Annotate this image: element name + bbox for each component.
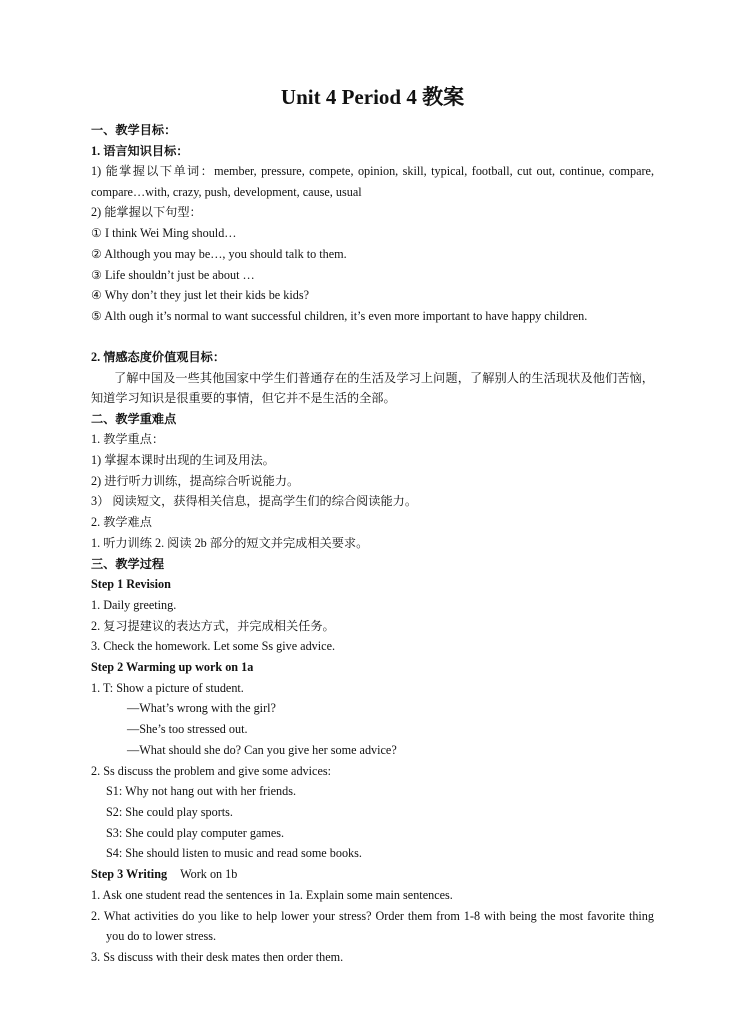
subheading-language-knowledge: 1. 语言知识目标：	[91, 143, 189, 158]
step3-item: 2. What activities do you like to help lower your stress? Order them from 1-8 with being the most favorite thing you do to lower stress.	[91, 908, 654, 944]
step1-item: 2. 复习提建议的表达方式，并完成相关任务。	[91, 618, 335, 633]
dialog-line: —What’s wrong with the girl?	[127, 701, 276, 716]
difficulty-text: 1. 听力训练 2. 阅读 2b 部分的短文并完成相关要求。	[91, 535, 369, 550]
document-page	[91, 82, 654, 967]
section-heading-key-points: 二、教学重难点	[91, 411, 177, 426]
step3-subheading: Work on 1b	[180, 867, 238, 882]
subheading-attitude: 2. 情感态度价值观目标：	[91, 349, 226, 364]
student-response: S1: Why not hang out with her friends.	[106, 784, 297, 799]
step1-item: 3. Check the homework. Let some Ss give advice.	[91, 639, 336, 654]
page-title: Unit 4 Period 4 教案	[280, 85, 465, 109]
pattern-item: ② Although you may be…, you should talk to them.	[91, 246, 347, 261]
key-point-item: 3） 阅读短文，获得相关信息，提高学生们的综合阅读能力。	[91, 494, 418, 509]
dialog-line: —What should she do? Can you give her some advice?	[127, 742, 397, 757]
step3-item: 3. Ss discuss with their desk mates then order them.	[91, 949, 344, 964]
pattern-item: ④ Why don’t they just let their kids be kids?	[91, 288, 309, 303]
section-heading-objectives: 一、教学目标：	[91, 123, 177, 137]
step1-heading: Step 1 Revision	[91, 577, 171, 592]
step3-item: 1. Ask one student read the sentences in 1a. Explain some main sentences.	[91, 887, 453, 902]
step1-item: 1. Daily greeting.	[91, 597, 177, 612]
step3-heading-row	[91, 864, 654, 885]
pattern-item: ③ Life shouldn’t just be about …	[91, 267, 255, 282]
step2-heading: Step 2 Warming up work on 1a	[91, 660, 254, 675]
key-point-item: 1) 掌握本课时出现的生词及用法。	[91, 453, 275, 468]
student-response: S3: She could play computer games.	[106, 825, 285, 840]
step2-item: 1. T: Show a picture of student.	[91, 680, 244, 695]
section-heading-process: 三、教学过程	[91, 556, 165, 571]
student-response: S4: She should listen to music and read some books.	[106, 846, 362, 861]
key-points-heading: 1. 教学重点：	[91, 432, 165, 447]
step2-item: 2. Ss discuss the problem and give some advices:	[91, 763, 331, 778]
dialog-line: —She’s too stressed out.	[127, 722, 248, 737]
vocabulary-paragraph: 1) 能掌握以下单词：member, pressure, compete, opinion, skill, typical, football, cut out, continue, compare, compare…with, crazy, push, development, cause, usual	[91, 164, 654, 200]
pattern-item: ① I think Wei Ming should…	[91, 226, 237, 241]
difficulty-heading: 2. 教学难点	[91, 515, 152, 530]
attitude-paragraph: 了解中国及一些其他国家中学生们普通存在的生活及学习上问题，了解别人的生活现状及他们苦恼，知道学习知识是很重要的事情，但它并不是生活的全部。	[91, 370, 654, 406]
key-point-item: 2) 进行听力训练，提高综合听说能力。	[91, 473, 300, 488]
step3-heading: Step 3 Writing	[91, 867, 168, 882]
patterns-heading: 2) 能掌握以下句型：	[91, 205, 202, 220]
pattern-item: ⑤ Alth ough it’s normal to want successful children, it’s even more important to have happy children.	[91, 308, 588, 323]
student-response: S2: She could play sports.	[106, 804, 233, 819]
